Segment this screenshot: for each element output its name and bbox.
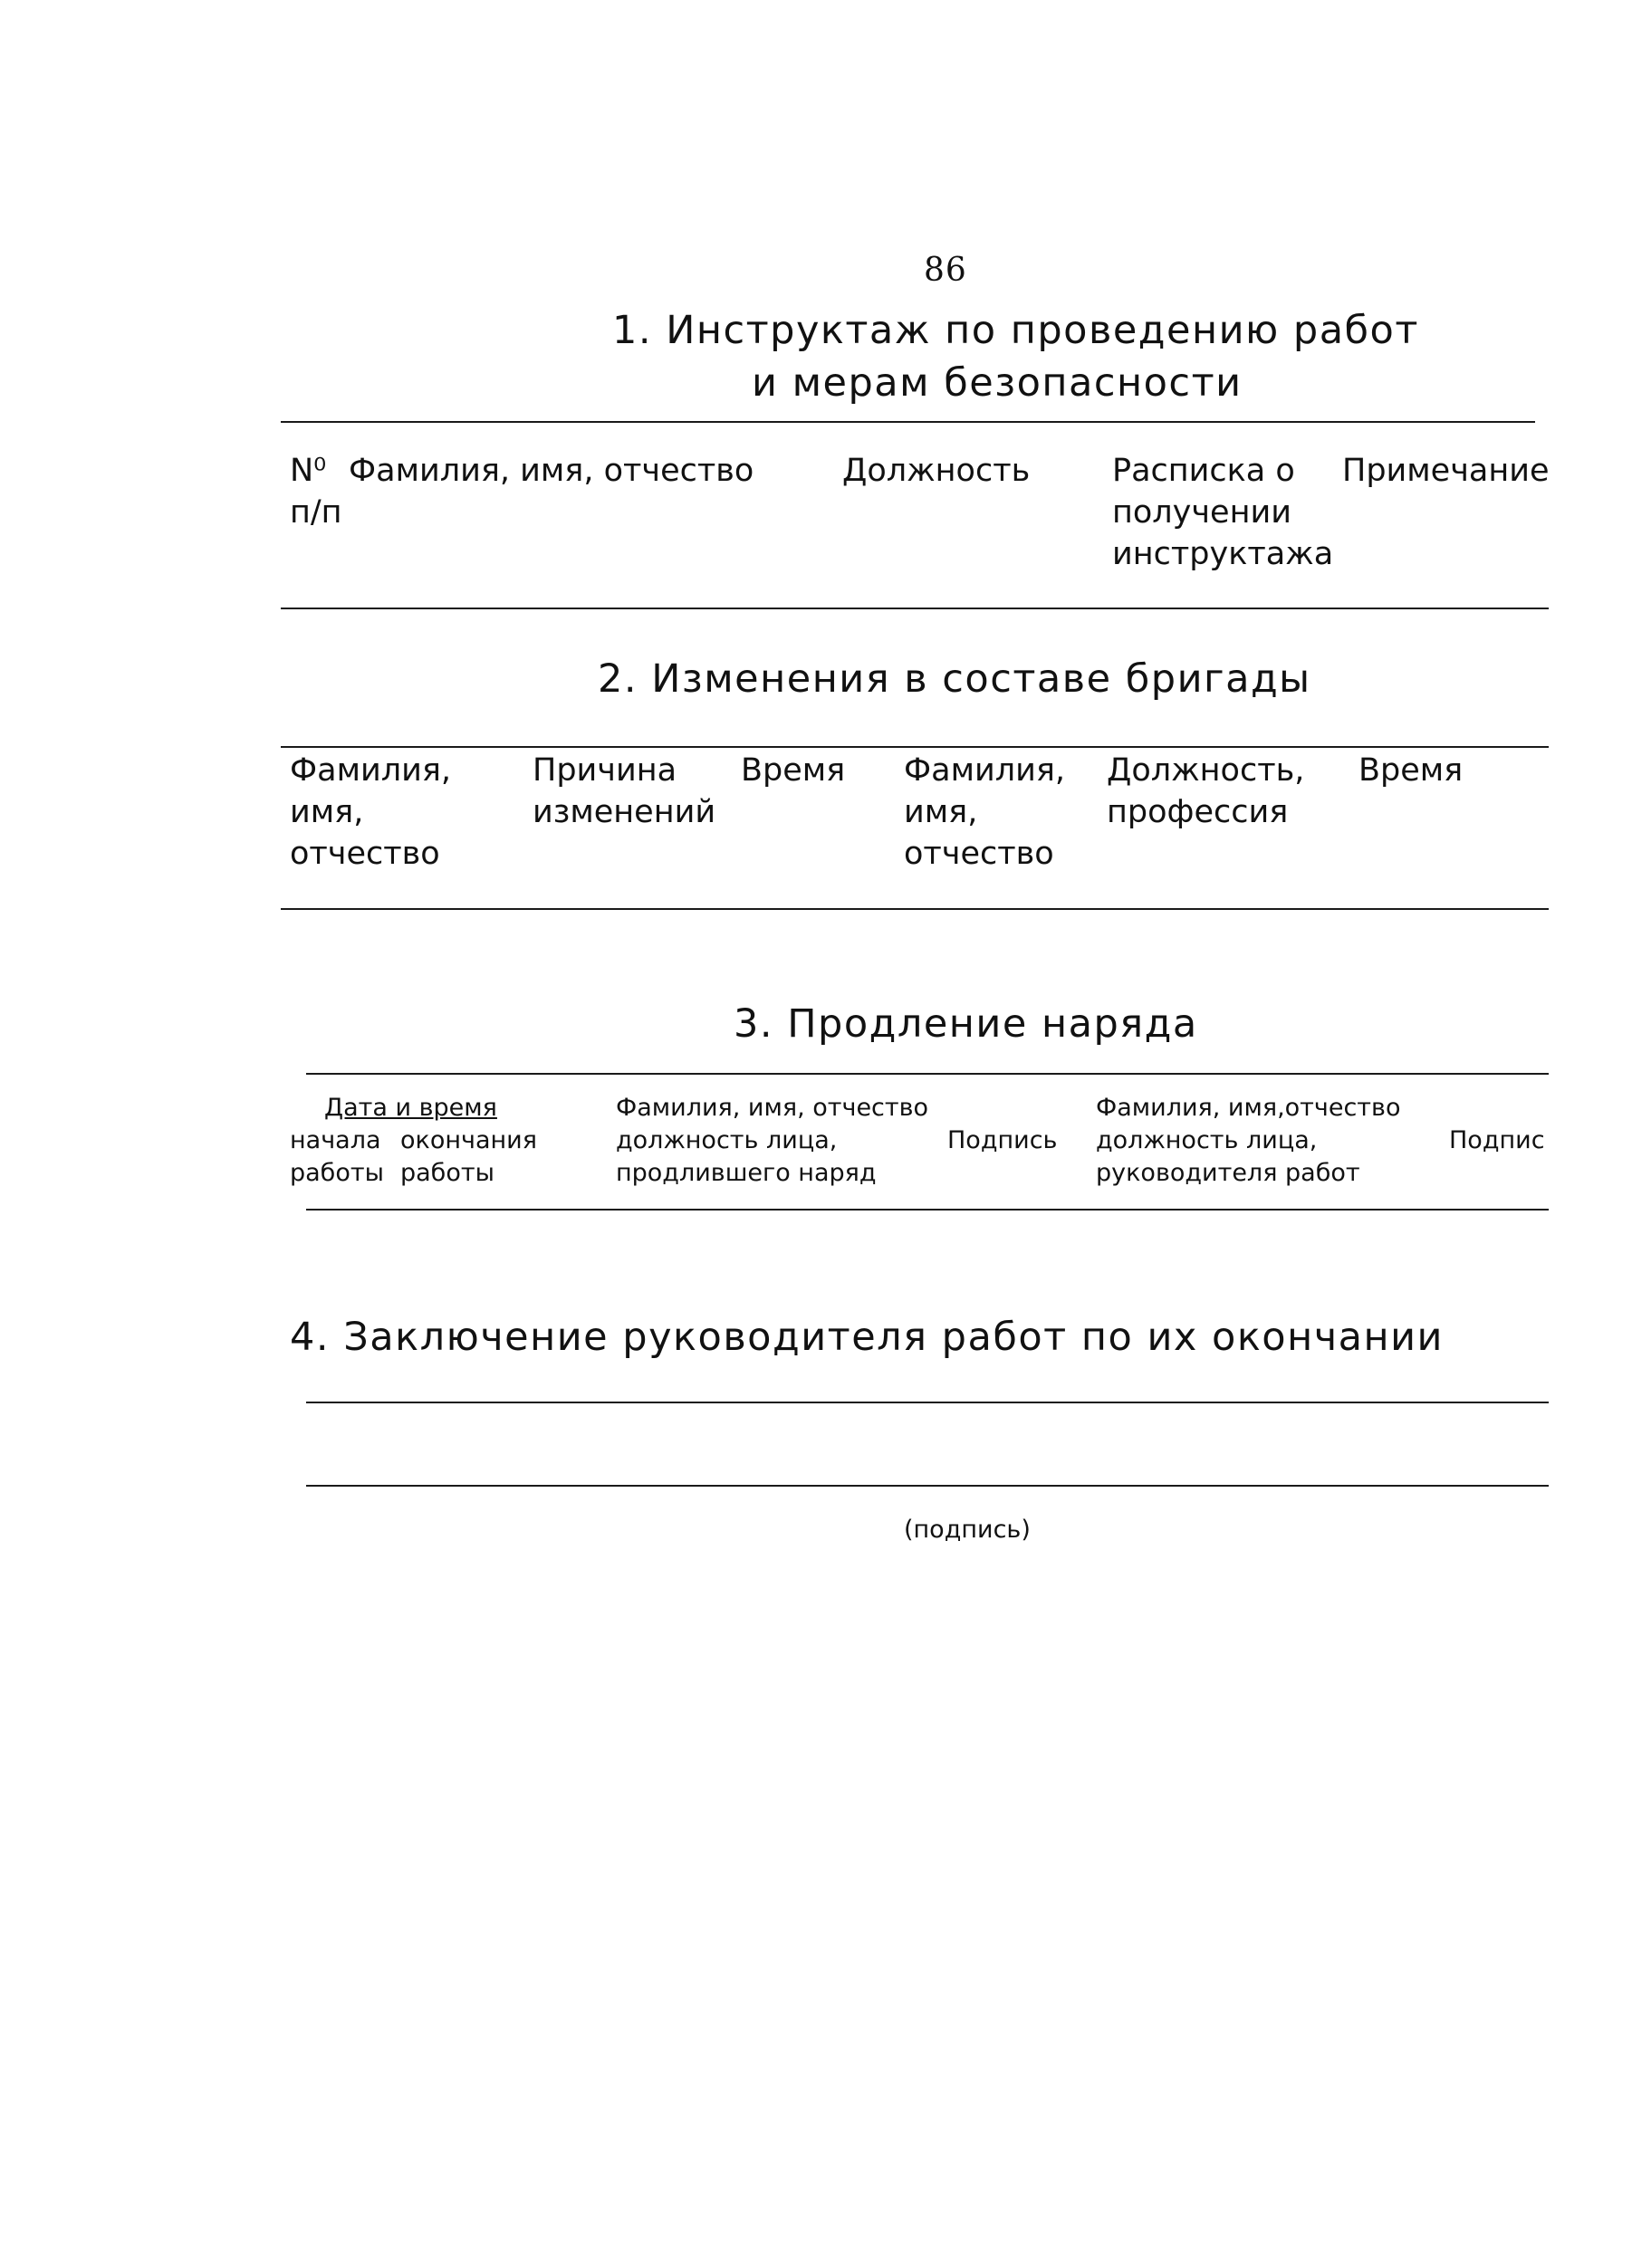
section3-col-start: начала работы: [290, 1126, 384, 1187]
section1-col-number-sub: п/п: [290, 494, 342, 531]
section1-bottom-rule: [281, 608, 1549, 609]
section3-bottom-rule: [306, 1209, 1549, 1211]
section4-title: 4. Заключение руководителя работ по их окончании: [290, 1315, 1444, 1360]
page-number: 86: [924, 252, 967, 289]
section3-col-manager: Фамилия, имя,отчество должность лица, руководителя работ: [1096, 1094, 1401, 1187]
section3-title: 3. Продление наряда: [734, 1001, 1198, 1047]
section1-title-line2: и мерам безопасности: [752, 360, 1243, 406]
conclusion-line-2: [306, 1485, 1549, 1487]
section3-col-sign2: Подпис: [1449, 1126, 1545, 1154]
signature-caption: (подпись): [904, 1516, 1031, 1544]
section1-col-name: Фамилия, имя, отчество: [349, 453, 754, 489]
conclusion-line-1: [306, 1402, 1549, 1403]
section2-top-rule: [281, 746, 1549, 748]
section2-col-time2: Время: [1358, 752, 1464, 789]
section3-col-datetime: Дата и время: [324, 1094, 497, 1122]
section3-col-end: окончания работы: [400, 1126, 537, 1187]
section2-col-position: Должность, профессия: [1107, 752, 1305, 830]
section1-col-position: Должность: [842, 453, 1031, 489]
section1-col-number: N⁰: [290, 453, 327, 489]
section3-col-sign1: Подпись: [947, 1126, 1058, 1154]
section2-title: 2. Изменения в составе бригады: [598, 656, 1311, 702]
section2-col-name1: Фамилия, имя, отчество: [290, 752, 452, 872]
section2-col-reason: Причина изменений: [533, 752, 716, 830]
section1-top-rule: [281, 421, 1535, 423]
section2-col-name2: Фамилия, имя, отчество: [904, 752, 1066, 872]
section1-col-note: Примечание: [1342, 453, 1550, 489]
section1-title-line1: 1. Инструктаж по проведению работ: [612, 308, 1419, 353]
section1-col-receipt: Расписка о получении инструктажа: [1112, 453, 1334, 572]
section2-bottom-rule: [281, 908, 1549, 910]
section2-col-time1: Время: [741, 752, 846, 789]
section3-top-rule: [306, 1073, 1549, 1075]
section3-col-extender: Фамилия, имя, отчество должность лица, продлившего наряд: [616, 1094, 929, 1187]
